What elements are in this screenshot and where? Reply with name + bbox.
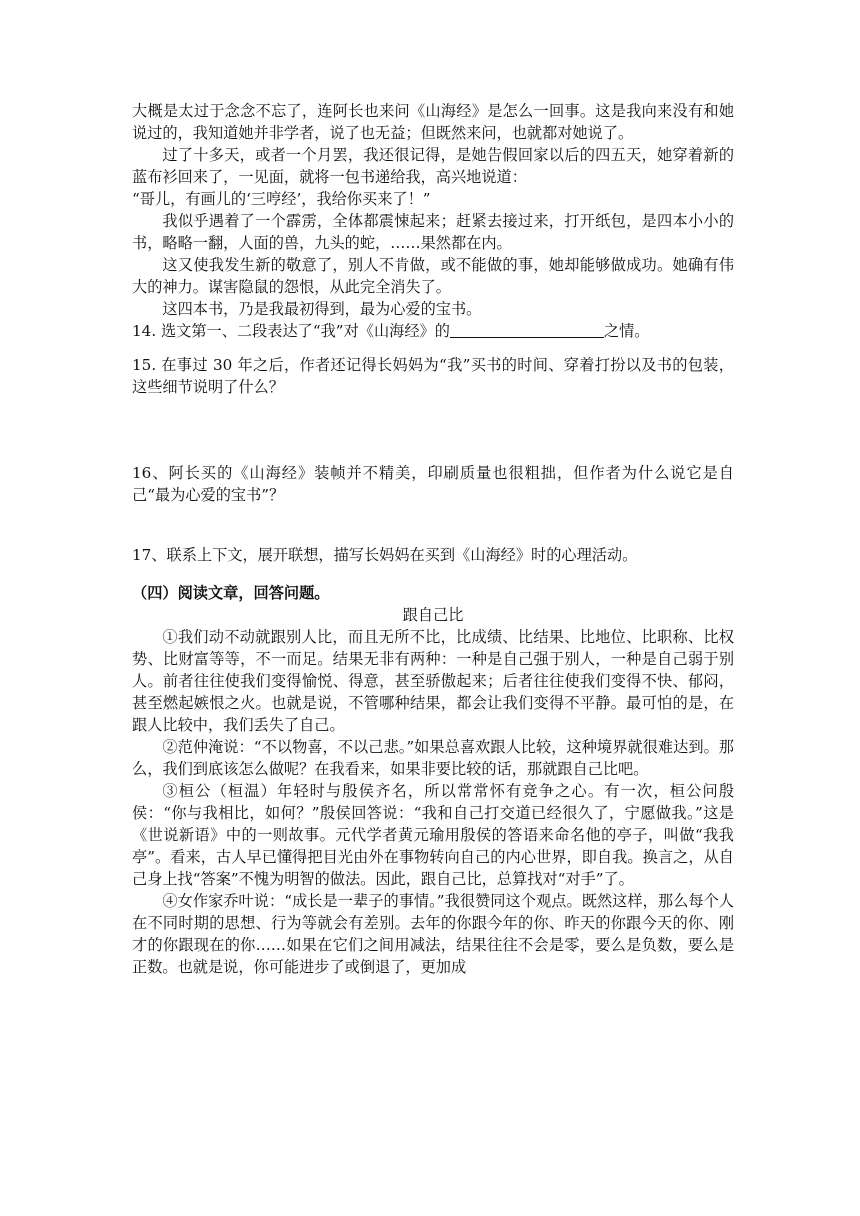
question-16: 16、阿长买的《山海经》装帧并不精美，印刷质量也很粗拙，但作者为什么说它是自己“最为心爱的宝书”？: [132, 464, 734, 504]
section-heading: （四）阅读文章，回答问题。: [132, 584, 330, 602]
article-paragraph-1: ①我们动不动就跟别人比，而且无所不比，比成绩、比结果、比地位、比职称、比权势、比财富等等，不一而足。结果无非有两种：一种是自己强于别人，一种是自己弱于别人。前者往往使我们变得愉悦、得意，甚至骄傲起来；后者往往使我们变得不快、郁闷，甚至燃起嫉恨之火。也就是说，不管哪种结果，都会让我们变得不平静。最可怕的是，在跟人比较中，我们丢失了自己。: [132, 628, 734, 734]
article-paragraph-3: ③桓公（桓温）年轻时与殷侯齐名，所以常常怀有竞争之心。有一次，桓公问殷侯：“你与我相比，如何？”殷侯回答说：“我和自己打交道已经很久了，宁愿做我。”这是《世说新语》中的一则故事。元代学者黄元瑜用殷侯的答语来命名他的亭子，叫做“我我亭”。看来，古人早已懂得把目光由外在事物转向自己的内心世界，即自我。换言之，从自己身上找“答案”不愧为明智的做法。因此，跟自己比，总算找对“对手”了。: [132, 782, 734, 888]
article-paragraph-2: ②范仲淹说：“不以物喜，不以己悲。”如果总喜欢跟人比较，这种境界就很难达到。那么，我们到底该怎么做呢？在我看来，如果非要比较的话，那就跟自己比吧。: [132, 738, 734, 778]
passage1-paragraph-4: 这又使我发生新的敬意了，别人不肯做，或不能做的事，她却能够做成功。她确有伟大的神力。谋害隐鼠的怨恨，从此完全消失了。: [132, 256, 734, 296]
article-paragraph-4: ④女作家乔叶说：“成长是一辈子的事情。”我很赞同这个观点。既然这样，那么每个人在不同时期的思想、行为等就会有差别。去年的你跟今年的你、昨天的你跟今天的你、刚才的你跟现在的你……如果在它们之间用减法，结果往往不会是零，要么是负数，要么是正数。也就是说，你可能进步了或倒退了，更加成: [132, 892, 734, 976]
passage1-paragraph-3: 我似乎遇着了一个霹雳，全体都震悚起来；赶紧去接过来，打开纸包，是四本小小的书，略略一翻，人面的兽，九头的蛇，……果然都在内。: [132, 212, 734, 252]
question-17: 17、联系上下文，展开联想，描写长妈妈在买到《山海经》时的心理活动。: [132, 546, 638, 564]
passage1-paragraph-1: 大概是太过于念念不忘了，连阿长也来问《山海经》是怎么一回事。这是我向来没有和她说过的，我知道她并非学者，说了也无益；但既然来问，也就都对她说了。: [132, 102, 734, 142]
question-15: 15. 在事过 30 年之后，作者还记得长妈妈为“我”买书的时间、穿着打扮以及书的包装，这些细节说明了什么？: [132, 356, 734, 396]
document-page: [132, 100, 734, 978]
question-14: [132, 320, 734, 342]
passage1-paragraph-2: 过了十多天，或者一个月罢，我还很记得，是她告假回家以后的四五天，她穿着新的蓝布衫回来了，一见面，就将一包书递给我，高兴地说道：: [132, 146, 734, 186]
question-14-text: 14. 选文第一、二段表达了“我”对《山海经》的: [132, 322, 450, 340]
article-title: 跟自己比: [402, 606, 464, 624]
passage1-paragraph-5: 这四本书，乃是我最初得到，最为心爱的宝书。: [162, 300, 482, 318]
answer-blank[interactable]: [450, 321, 604, 338]
question-14-suffix: 之情。: [603, 322, 650, 340]
passage1-quote: “哥儿，有画儿的‘三哼经’，我给你买来了！”: [132, 190, 431, 208]
